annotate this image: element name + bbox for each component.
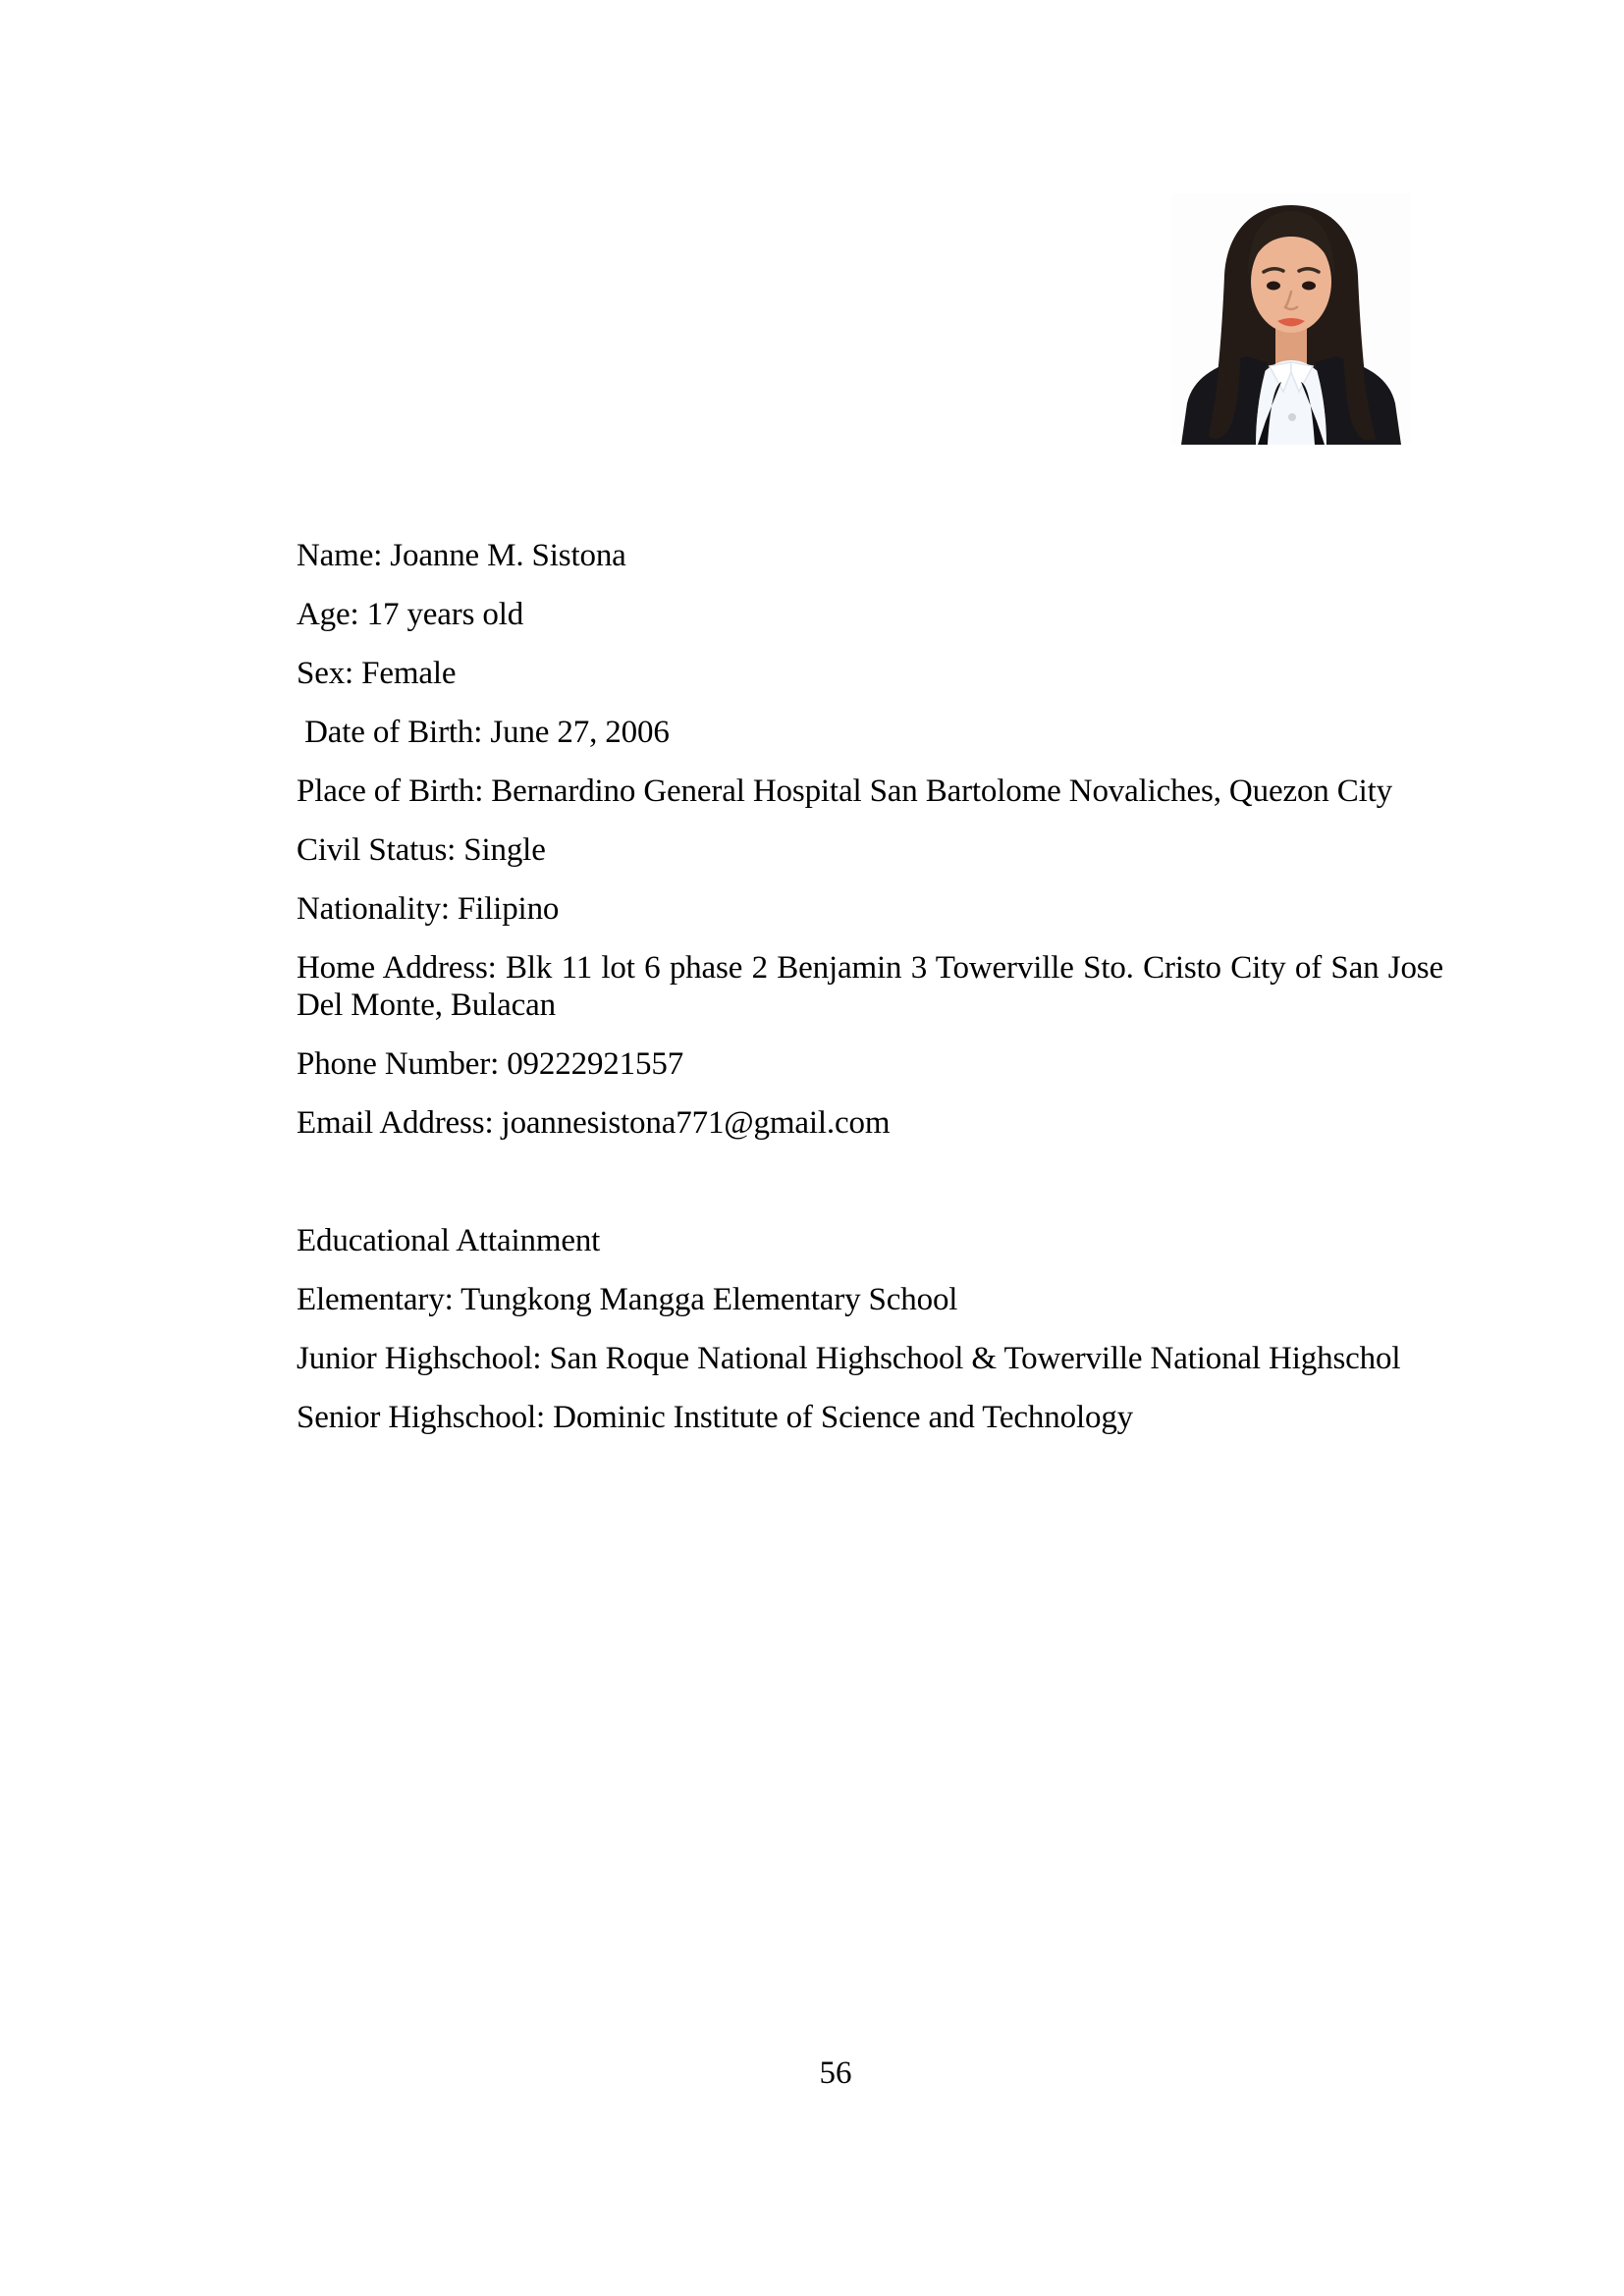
biodata-section [297,537,1443,1458]
bio-line-place-of-birth: Place of Birth: Bernardino General Hospital San Bartolome Novaliches, Quezon City [297,774,1392,809]
bio-line-sex: Sex: Female [297,656,457,691]
education-line-junior-highschool: Junior Highschool: San Roque National Highschool & Towerville National Highschol [297,1341,1401,1376]
bio-line-email-address: Email Address: joannesistona771@gmail.com [297,1105,891,1141]
education-heading: Educational Attainment [297,1223,601,1258]
blank-paragraph-spacer [297,1163,1443,1222]
education-line-elementary: Elementary: Tungkong Mangga Elementary School [297,1282,958,1317]
education-line-senior-highschool: Senior Highschool: Dominic Institute of Science and Technology [297,1400,1134,1435]
applicant-photo-illustration [1171,193,1411,445]
bio-line-nationality: Nationality: Filipino [297,891,560,927]
bio-line-date-of-birth: Date of Birth: June 27, 2006 [297,715,670,750]
bio-line-age: Age: 17 years old [297,597,524,632]
applicant-photo [1171,193,1411,445]
bio-line-civil-status: Civil Status: Single [297,832,546,868]
bio-line-phone-number: Phone Number: 09222921557 [297,1046,684,1082]
bio-line-name: Name: Joanne M. Sistona [297,538,626,573]
page-number: 56 [819,2056,852,2091]
bio-line-home-address: Home Address: Blk 11 lot 6 phase 2 Benjamin 3 Towerville Sto. Cristo City of San Jose Del Monte, Bulacan [297,950,1443,1023]
